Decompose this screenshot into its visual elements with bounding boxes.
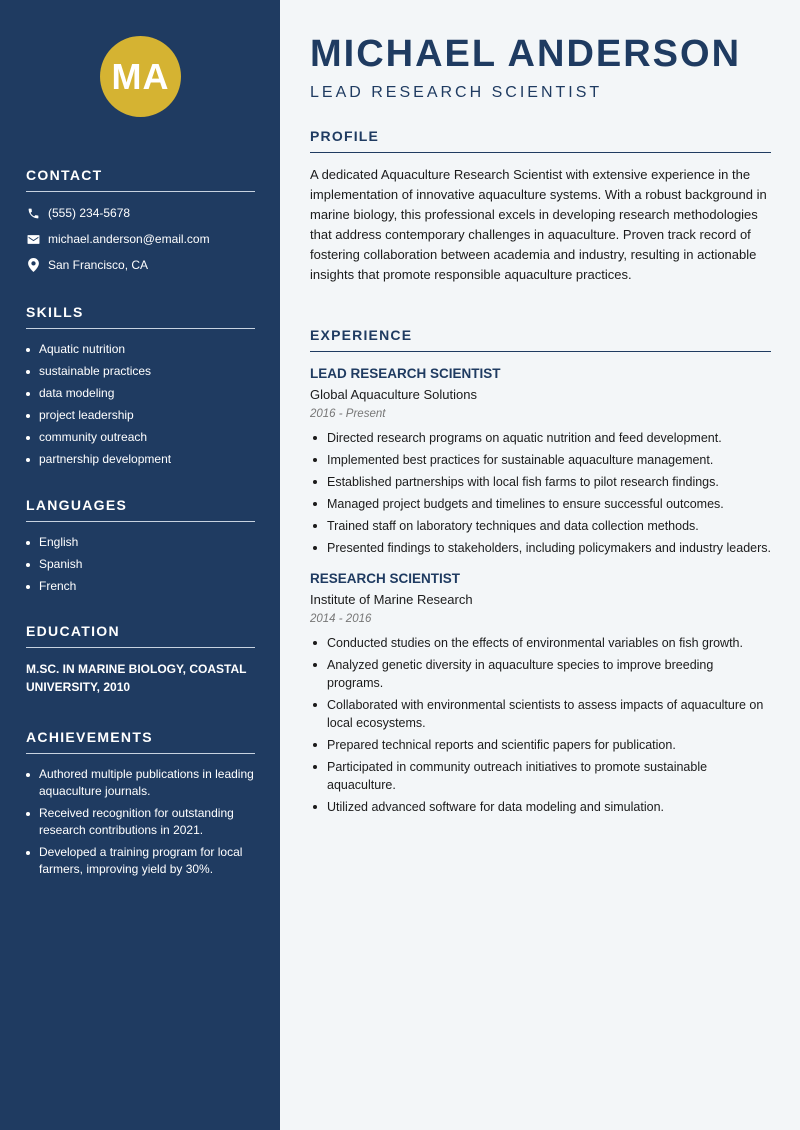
list-item: Analyzed genetic diversity in aquaculture species to improve breeding programs.: [310, 656, 771, 692]
job-entry: [310, 571, 771, 816]
list-item: community outreach: [26, 429, 255, 446]
list-item: Managed project budgets and timelines to ensure successful outcomes.: [310, 495, 771, 513]
list-item: sustainable practices: [26, 363, 255, 380]
list-item: French: [26, 578, 255, 595]
contact-phone: [26, 204, 255, 222]
list-item: Implemented best practices for sustainable aquaculture management.: [310, 451, 771, 469]
achievements-section: [26, 729, 255, 883]
contact-email-text: michael.anderson@email.com: [48, 232, 210, 246]
list-item: Participated in community outreach initiatives to promote sustainable aquaculture.: [310, 758, 771, 794]
list-item: English: [26, 534, 255, 551]
education-section: [26, 623, 255, 696]
list-item: Received recognition for outstanding research contributions in 2021.: [26, 805, 255, 839]
skills-section: [26, 304, 255, 473]
languages-list: [26, 534, 255, 595]
list-item: data modeling: [26, 385, 255, 402]
job-bullets: [310, 634, 771, 816]
achievements-heading: ACHIEVEMENTS: [26, 729, 255, 754]
job-bullets: [310, 429, 771, 557]
phone-icon: [26, 206, 40, 220]
list-item: Established partnerships with local fish farms to pilot research findings.: [310, 473, 771, 491]
skills-heading: SKILLS: [26, 304, 255, 329]
languages-section: [26, 497, 255, 600]
list-item: Aquatic nutrition: [26, 341, 255, 358]
list-item: Prepared technical reports and scientific papers for publication.: [310, 736, 771, 754]
list-item: Developed a training program for local farmers, improving yield by 30%.: [26, 844, 255, 878]
list-item: Utilized advanced software for data modeling and simulation.: [310, 798, 771, 816]
job-company: Global Aquaculture Solutions: [310, 387, 477, 402]
contact-email: [26, 230, 255, 248]
contact-section: [26, 167, 255, 282]
profile-heading: PROFILE: [310, 128, 771, 153]
list-item: Trained staff on laboratory techniques and data collection methods.: [310, 517, 771, 535]
achievements-list: [26, 766, 255, 878]
skills-list: [26, 341, 255, 468]
education-degree: M.SC. IN MARINE BIOLOGY, COASTAL UNIVERSITY, 2010: [26, 662, 247, 694]
job-title: LEAD RESEARCH SCIENTIST: [310, 366, 501, 381]
experience-heading: EXPERIENCE: [310, 327, 771, 352]
job-company: Institute of Marine Research: [310, 592, 473, 607]
sidebar: [0, 0, 280, 1130]
job-dates: 2016 - Present: [310, 408, 386, 420]
list-item: partnership development: [26, 451, 255, 468]
list-item: Spanish: [26, 556, 255, 573]
contact-phone-text: (555) 234-5678: [48, 206, 131, 220]
candidate-name: MICHAEL ANDERSON: [310, 33, 742, 75]
avatar: [100, 36, 181, 117]
job-entry: [310, 366, 771, 557]
list-item: Conducted studies on the effects of environmental variables on fish growth.: [310, 634, 771, 652]
candidate-title: LEAD RESEARCH SCIENTIST: [310, 84, 603, 101]
contact-location-text: San Francisco, CA: [48, 258, 149, 272]
avatar-initials: MA: [111, 55, 170, 97]
contact-heading: CONTACT: [26, 167, 255, 192]
job-dates: 2014 - 2016: [310, 613, 372, 625]
profile-section: [310, 128, 771, 285]
job-title: RESEARCH SCIENTIST: [310, 571, 461, 586]
list-item: project leadership: [26, 407, 255, 424]
list-item: Presented findings to stakeholders, including policymakers and industry leaders.: [310, 539, 771, 557]
mail-icon: [26, 232, 40, 246]
languages-heading: LANGUAGES: [26, 497, 255, 522]
list-item: Collaborated with environmental scientists to assess impacts of aquaculture on local ecosystems.: [310, 696, 771, 732]
location-pin-icon: [26, 258, 40, 272]
list-item: Directed research programs on aquatic nutrition and feed development.: [310, 429, 771, 447]
contact-location: [26, 256, 255, 274]
education-heading: EDUCATION: [26, 623, 255, 648]
list-item: Authored multiple publications in leading aquaculture journals.: [26, 766, 255, 800]
profile-text: A dedicated Aquaculture Research Scientist with extensive experience in the implementation of innovative aquaculture systems. With a robust background in marine biology, this professional excels in developing research methodologies that address contemporary challenges in aquaculture. Proven track record of fostering collaboration between academia and industry, resulting in actionable insights that promote responsible aquaculture practices.: [310, 167, 767, 282]
experience-section: [310, 327, 771, 820]
